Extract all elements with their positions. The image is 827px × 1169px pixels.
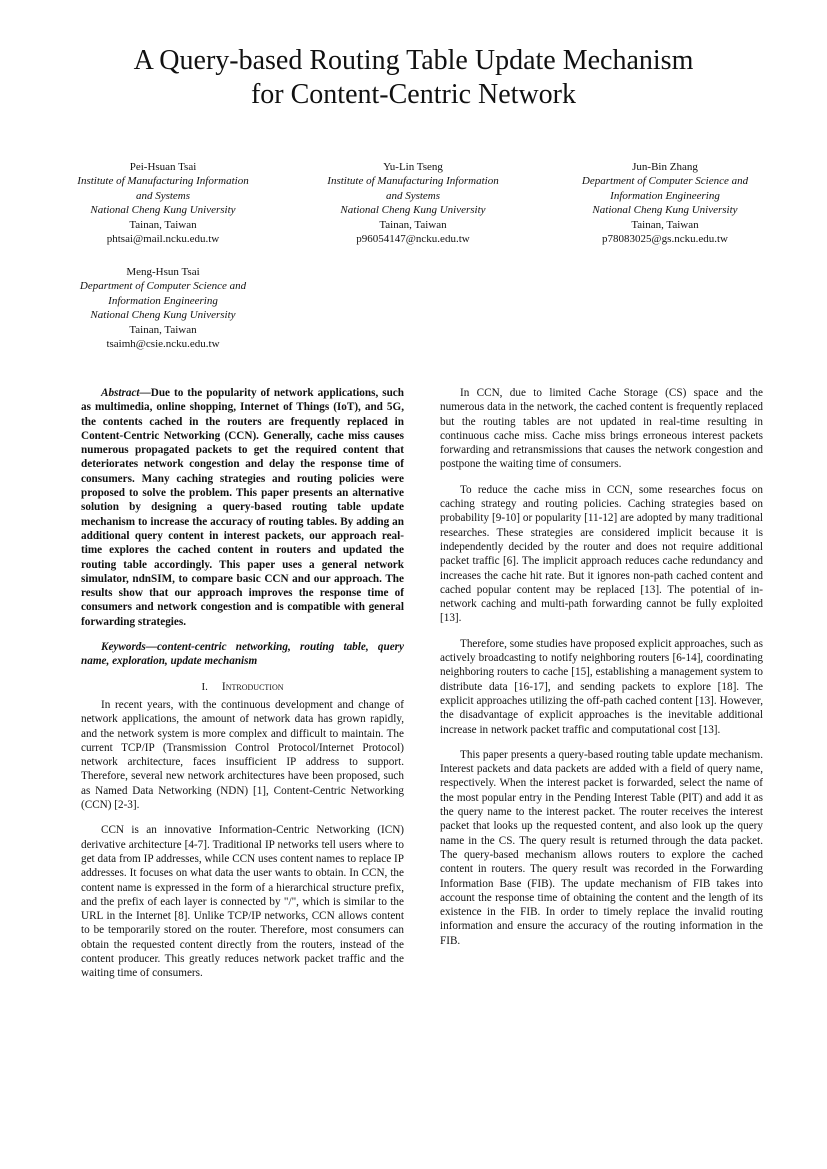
author-affiliation: Institute of Manufacturing Information xyxy=(327,175,499,188)
author-name: Jun-Bin Zhang xyxy=(632,161,698,173)
abstract-text: —Due to the popularity of network applications, such as multimedia, online shopping, Internet of Things (IoT), and 5G, the contents cached in the routers are frequently replaced in Content-Centric Networking (CCN). Generally, cache miss causes numerous propagated packets to get the required content that deteriorates network congestion and delay the response time of consumers. Many caching strategies and routing policies were proposed to solve the problem. This paper presents an alternative solution by designing a query-based routing table update mechanism to increase the accuracy of routing tables. By adding an additional query content in interest packets, our approach real-time explores the cached content in routers and updated the routing table accordingly. This paper uses a general network simulator, ndnSIM, to compare basic CCN and our approach. The results show that our approach improves the response time of consumers and network congestion and is compatible with general forwarding strategies. xyxy=(81,387,404,628)
author-block-2 xyxy=(288,160,538,246)
body-paragraph: In recent years, with the continuous development and change of network applications, the amount of network data has grown rapidly, and the network system is more complex and difficult to maintain. The current TCP/IP (Transmission Control Protocol/Internet Protocol) network architecture, faces insufficient IP address to support. Therefore, several new network architectures have been proposed, such as Named Data Networking (NDN) [1], Content-Centric Networking (CCN) [2-3]. xyxy=(81,698,404,812)
section-number: I. xyxy=(201,680,208,693)
author-affiliation: Information Engineering xyxy=(610,189,720,202)
body-paragraph: In CCN, due to limited Cache Storage (CS) space and the numerous data in the network, the cached content is frequently replaced but the routing tables are not updated in real-time resulting in continuous cache miss. Cache miss brings erroneous interest packets forwarding and retransmissions that causes the network congestion and postpone the waiting time of consumers. xyxy=(440,387,763,471)
author-name: Pei-Hsuan Tsai xyxy=(129,161,197,173)
body-paragraph: This paper presents a query-based routing table update mechanism. Interest packets and data packets are added with a field of query name, respectively. When the interest packet is forwarded, select the name of the most popular entry in the Pending Interest Table (PIT) and add it as the query name to the interest packet. The router receives the interest packet that looks up the requested content, and also look up the query name in the CS. The query result is returned through the data packet. The query-based mechanism allows routers to explore the cached content in routers. The query result was recorded in the Forwarding Information Base (FIB). The update mechanism of FIB takes into account the response time of obtaining the content and the length of its existence in the FIB. In order to timely replace the invalid routing information and ensure the accuracy of the routing information in the FIB. xyxy=(440,748,763,947)
author-affiliation: and Systems xyxy=(385,189,441,202)
author-email: phtsai@mail.ncku.edu.tw xyxy=(106,233,220,246)
section-title: Introduction xyxy=(221,680,284,693)
author-block-4 xyxy=(38,265,288,351)
author-email: p78083025@gs.ncku.edu.tw xyxy=(602,233,728,246)
author-affiliation: National Cheng Kung University xyxy=(90,309,236,322)
author-affiliation: and Systems xyxy=(135,189,191,202)
body-paragraph: CCN is an innovative Information-Centric Networking (ICN) derivative architecture [4-7]. Traditional IP networks tell users where to get data from IP addresses, while CCN uses content names to replace IP addresses. It focuses on what data the user wants to obtain. In CCN, the content name is expressed in the form of a hierarchical structure prefix, and the prefix of each layer is connected by "/", which is similar to the URL in the Internet [8]. Unlike TCP/IP networks, CCN allows content to be temporarily stored on the router. Therefore, most consumers can obtain the requested content directly from the routers, instead of the content producer. This greatly reduces network packet traffic and the waiting time of consumers. xyxy=(81,824,404,980)
author-name: Meng-Hsun Tsai xyxy=(126,266,200,278)
keywords-label: Keywords xyxy=(101,641,146,654)
left-column xyxy=(81,386,404,992)
paper-title-line-1: A Query-based Routing Table Update Mechanism xyxy=(133,45,694,76)
author-email: p96054147@ncku.edu.tw xyxy=(356,233,470,246)
author-block-1 xyxy=(38,160,288,246)
author-affiliation: National Cheng Kung University xyxy=(90,204,236,217)
abstract-label: Abstract xyxy=(101,387,140,399)
author-affiliation: Institute of Manufacturing Information xyxy=(77,175,249,188)
author-affiliation: National Cheng Kung University xyxy=(340,204,486,217)
keywords-text: —content-centric networking, routing table, query name, exploration, update mechanism xyxy=(81,641,404,668)
keywords xyxy=(81,640,404,669)
author-name: Yu-Lin Tseng xyxy=(383,161,443,173)
section-heading-introduction xyxy=(81,680,404,694)
author-location: Tainan, Taiwan xyxy=(129,323,197,336)
author-affiliation: Department of Computer Science and xyxy=(581,175,749,188)
paper-title-line-2: for Content-Centric Network xyxy=(250,79,577,110)
author-email: tsaimh@csie.ncku.edu.tw xyxy=(106,338,220,351)
body-paragraph: To reduce the cache miss in CCN, some researches focus on caching strategy and routing policies. Caching strategies based on probability [9-10] or popularity [11-12] are adopted by many traditional researches. These strategies are considered implicit because it is independently decided by the router and does not require additional packet traffic [6]. The implicit approach reduces cache redundancy and increases the cache hit rate. But it ignores non-path cached content and cached popular content may be replaced [13]. The potential of in-network caching and multi-path forwarding cannot be fully exploited [13]. xyxy=(440,483,763,625)
paper-title xyxy=(40,44,787,112)
author-location: Tainan, Taiwan xyxy=(379,218,447,231)
author-affiliation: Information Engineering xyxy=(108,294,218,307)
author-location: Tainan, Taiwan xyxy=(631,218,699,231)
right-column xyxy=(440,386,763,959)
author-block-3 xyxy=(540,160,790,246)
author-location: Tainan, Taiwan xyxy=(129,218,197,231)
abstract xyxy=(81,386,404,629)
author-affiliation: National Cheng Kung University xyxy=(592,204,738,217)
body-paragraph: Therefore, some studies have proposed explicit approaches, such as actively broadcasting to notify neighboring routers [6-14], coordinating neighboring routers to cache [15], establishing a management system to distribute data [16-17], and sending packets to explore [18]. The explicit approaches utilizing the off-path cached content [13]. However, the disadvantage of explicit approaches is the inevitable additional increase in network packet traffic and computational cost [13]. xyxy=(440,637,763,736)
author-affiliation: Department of Computer Science and xyxy=(79,280,247,293)
